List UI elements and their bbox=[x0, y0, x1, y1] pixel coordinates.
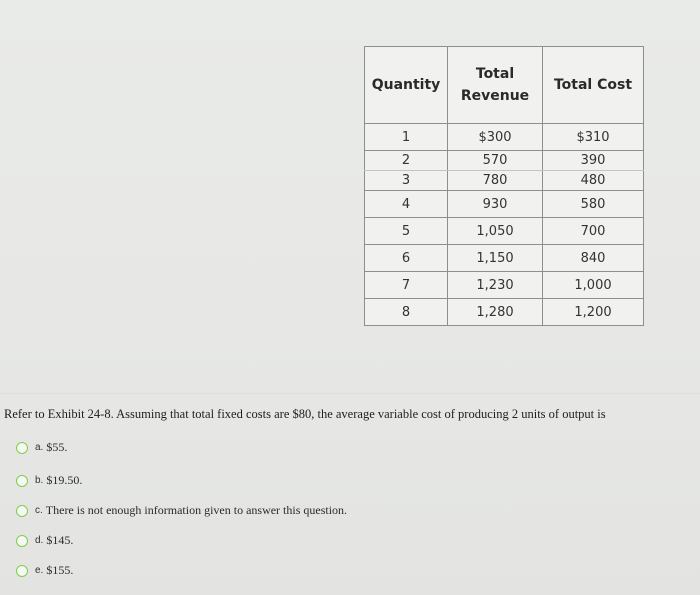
table-row bbox=[365, 299, 644, 326]
cell-total-cost: $310 bbox=[543, 124, 644, 151]
table-row bbox=[365, 124, 644, 151]
option-c[interactable] bbox=[16, 503, 347, 518]
cell-quantity: 1 bbox=[365, 124, 448, 151]
option-d[interactable] bbox=[16, 533, 73, 548]
cell-total-cost: 700 bbox=[543, 218, 644, 245]
option-letter: b. bbox=[35, 475, 44, 486]
exhibit-table bbox=[364, 46, 644, 326]
cell-total-cost: 480 bbox=[543, 171, 644, 191]
table-row bbox=[365, 171, 644, 191]
header-total-cost: Total Cost bbox=[543, 47, 644, 124]
cell-total-cost: 390 bbox=[543, 151, 644, 171]
option-letter: c. bbox=[35, 505, 43, 516]
header-total-revenue-line2: Revenue bbox=[460, 88, 530, 104]
cell-total-revenue: 930 bbox=[448, 191, 543, 218]
table-header-row bbox=[365, 47, 644, 124]
option-text: $55. bbox=[46, 440, 68, 454]
cell-total-revenue: 1,280 bbox=[448, 299, 543, 326]
cell-total-revenue: 1,230 bbox=[448, 272, 543, 299]
option-a[interactable] bbox=[16, 440, 67, 455]
radio-button-icon[interactable] bbox=[16, 442, 28, 454]
option-letter: a. bbox=[35, 442, 44, 453]
cell-total-revenue: 570 bbox=[448, 151, 543, 171]
option-text: $19.50. bbox=[46, 473, 83, 487]
cell-quantity: 5 bbox=[365, 218, 448, 245]
cell-quantity: 2 bbox=[365, 151, 448, 171]
cell-quantity: 8 bbox=[365, 299, 448, 326]
cell-quantity: 6 bbox=[365, 245, 448, 272]
radio-button-icon[interactable] bbox=[16, 505, 28, 517]
cell-total-revenue: 1,150 bbox=[448, 245, 543, 272]
cell-total-revenue: 780 bbox=[448, 171, 543, 191]
radio-button-icon[interactable] bbox=[16, 535, 28, 547]
table-row bbox=[365, 218, 644, 245]
table-row bbox=[365, 245, 644, 272]
question-text: Refer to Exhibit 24-8. Assuming that total fixed costs are $80, the average variable cost of producing 2 units of output is bbox=[4, 407, 606, 421]
radio-button-icon[interactable] bbox=[16, 565, 28, 577]
option-text: $145. bbox=[46, 533, 74, 547]
cell-total-cost: 840 bbox=[543, 245, 644, 272]
cell-quantity: 7 bbox=[365, 272, 448, 299]
option-e[interactable] bbox=[16, 563, 73, 578]
header-total-revenue-line1: Total bbox=[475, 66, 515, 82]
option-text: There is not enough information given to answer this question. bbox=[45, 503, 348, 517]
cell-total-cost: 580 bbox=[543, 191, 644, 218]
table-row bbox=[365, 191, 644, 218]
option-text: $155. bbox=[46, 563, 74, 577]
option-b[interactable] bbox=[16, 473, 82, 488]
table-row bbox=[365, 272, 644, 299]
cell-total-revenue: $300 bbox=[448, 124, 543, 151]
option-letter: e. bbox=[35, 565, 44, 576]
radio-button-icon[interactable] bbox=[16, 475, 28, 487]
cell-quantity: 4 bbox=[365, 191, 448, 218]
cell-total-cost: 1,200 bbox=[543, 299, 644, 326]
header-quantity: Quantity bbox=[365, 47, 448, 124]
section-divider bbox=[0, 393, 700, 394]
cell-quantity: 3 bbox=[365, 171, 448, 191]
header-total-revenue bbox=[448, 47, 543, 124]
option-letter: d. bbox=[35, 535, 44, 546]
cell-total-cost: 1,000 bbox=[543, 272, 644, 299]
table-row bbox=[365, 151, 644, 171]
cell-total-revenue: 1,050 bbox=[448, 218, 543, 245]
